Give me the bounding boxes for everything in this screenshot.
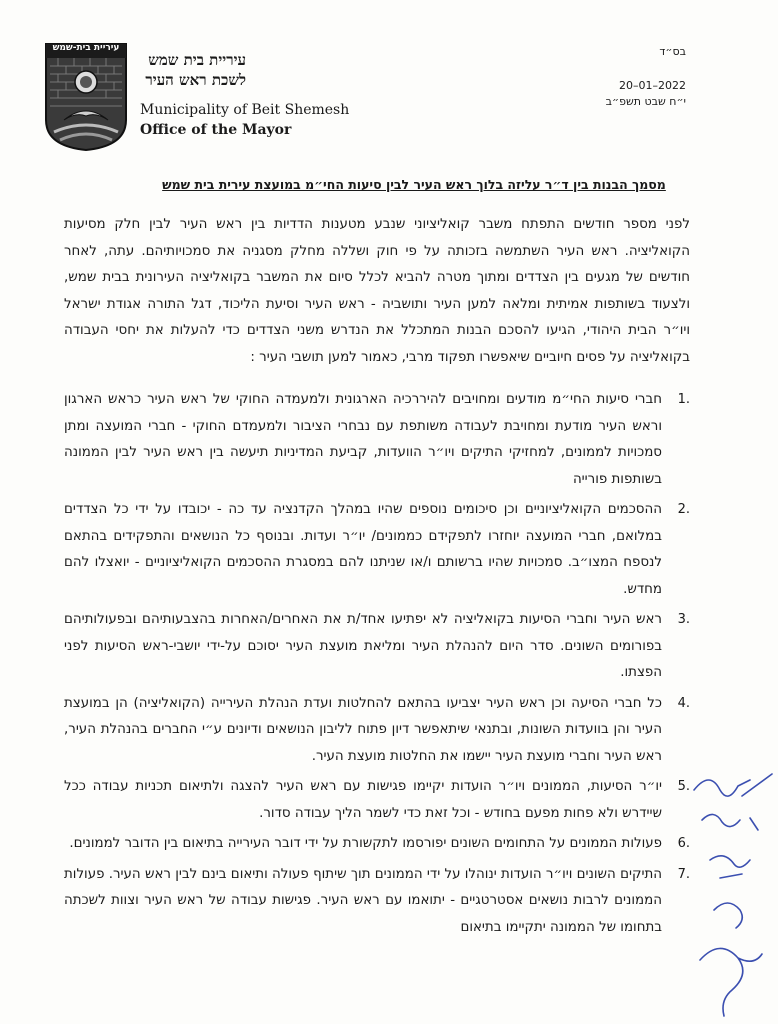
clause-text: חברי סיעות החי״מ מודעים ומחויבים להיררכיה הארגונית ולמעמדה החוקי של ראש העיר כראש הארגון וראש העיר מודעת ומחויבת לעבודה משותפת עם נבחרי הציבור ולמעמדם החוקי - חברי המועצה ומתן סמכויות לממונים, למחזיקי התיקים ויו״ר הוועדות, קביעת המדיניות תיעשה בין ראש העיר לבין הממונה בשותפות פורייה <box>64 392 662 487</box>
gregorian-date: 20–01–2022 <box>619 79 686 92</box>
clause-text: ההסכמים הקואליציוניים וכן סיכומים נוספים שהיו במהלך הקדנציה עד כה - יכובדו על ידי כל הצדדים במלואם, חברי המועצה יוחזרו לתפקידם כממונים/ יו״ר ועדות. ובנוסף כל הנושאים והתפקידים בהתאם לנספח המצו״ב. סמכויות שהיו ברשותם ו/או שניתנו להם במסגרת ההסכמים הקואליציוניים - יואצלו להם מחדש. <box>64 502 662 597</box>
clause-number: 1. <box>677 392 690 407</box>
hebrew-date: י״ח שבט תשפ״ב <box>605 95 686 108</box>
clause-text: יו״ר הסיעות, הממונים ויו״ר הועדות יקיימו פגישות עם ראש העיר להצגה ולתיאום תכניות עבודה ככל שיידרש ולא פחות מפעם בחודש - וכל זאת כדי לשמר הליך עבודה סדור. <box>64 779 662 821</box>
clause-text: ראש העיר וחברי הסיעות בקואליציה לא יפתיעו אחד/ת את האחרים/האחרות בהצבעותיהם ובפעולותיהם בפורומים השונים. סדר היום להנהלת העיר ומליאת מועצת העיר יסוכם על-ידי יושבי-ראש הסיעות לפני הפצתו. <box>64 612 662 680</box>
office-title-he: לשכת ראש העיר <box>145 71 246 89</box>
list-item <box>64 387 690 493</box>
office-title-en: Office of the Mayor <box>140 122 292 138</box>
clause-number: 5. <box>677 779 690 794</box>
list-item <box>64 497 690 603</box>
clause-text: כל חברי הסיעה וכן ראש העיר יצביעו בהתאם להחלטות ועדת הנהלת העירייה (הקואליציה) הן במועצת העיר והן בוועדות השונות, ובתנאי שיתאפשר דיון פתוח לליבון הנושאים ודיונים ע״י החברים בהנהלת העיר, ראש העיר וחברי מועצת העיר יישמו את החלטות מועצת העיר. <box>64 695 662 764</box>
document-title: מסמך הבנות בין ד״ר עליזה בלוך ראש העיר לבין סיעות החי״מ במועצת עירית בית שמש <box>162 177 666 192</box>
list-item <box>64 774 690 827</box>
list-item <box>64 691 690 771</box>
list-item <box>64 607 690 687</box>
list-item <box>64 831 690 858</box>
clause-text: פעולות הממונים על התחומים השונים יפורסמו לתקשורת על ידי דובר העירייה בתיאום בין הדובר לממונים. <box>69 836 662 851</box>
municipality-title-he: עיריית בית שמש <box>148 51 246 69</box>
clause-text: התיקים השונים ויו״ר הועדות ינוהלו על ידי הממונים תוך שיתוף פעולה ותיאום בינם לבין ראש העיר. פעולות הממונים לרבות נושאים אסטרטגיים - יתואמו עם ראש העיר. פגישות עבודה של ראש העיר וצוות לשכתה בתחומו של הממונה יתקיימו בתיאום <box>64 866 662 935</box>
municipality-name-hebrew <box>140 50 246 90</box>
handwritten-signatures <box>677 760 778 1024</box>
bsd-mark: בס״ד <box>659 45 686 58</box>
clause-number: 2. <box>677 502 690 517</box>
document-body <box>64 212 690 945</box>
clause-number: 3. <box>677 612 690 627</box>
municipality-title-en: Municipality of Beit Shemesh <box>140 102 350 118</box>
date-block <box>546 44 686 110</box>
list-item <box>64 862 690 942</box>
clause-number: 6. <box>677 836 690 851</box>
clauses-list <box>64 387 690 941</box>
clause-number: 7. <box>677 866 690 882</box>
municipality-name-english <box>140 100 360 140</box>
crest-caption: עיריית בית-שמש <box>52 43 120 53</box>
clause-number: 4. <box>677 695 690 711</box>
intro-paragraph: לפני מספר חודשים התפתח משבר קואליציוני שנבע מטענות הדדיות בין ראש העיר לבין חלק מסיעות הקואליציה. ראש העיר השתמשה בזכותה על פי חוק ושללה מחלק מסגניה את סמכויותיהם. עתה, לאחר חודשים של מגעים בין הצדדים ומתוך מטרה להביא לכלל סיום את המשבר בקואליציה העירונית בבית שמש, ולצעוד בשותפות אמיתית ומלאה למען העיר ותושביה - ראש העיר וסיעת הליכוד, דגל התורה אגודת ישראל ויו״ר הבית היהודי, הגיעו להסכם הבנות המתכלל את הנדרש משני הצדדים כדי להעלות את יחסי העבודה בקואליציה על פסים חיוביים שיאפשרו תפקוד מרבי, כאמור למען תושבי העיר : <box>64 217 690 365</box>
municipality-crest-icon <box>44 42 128 152</box>
